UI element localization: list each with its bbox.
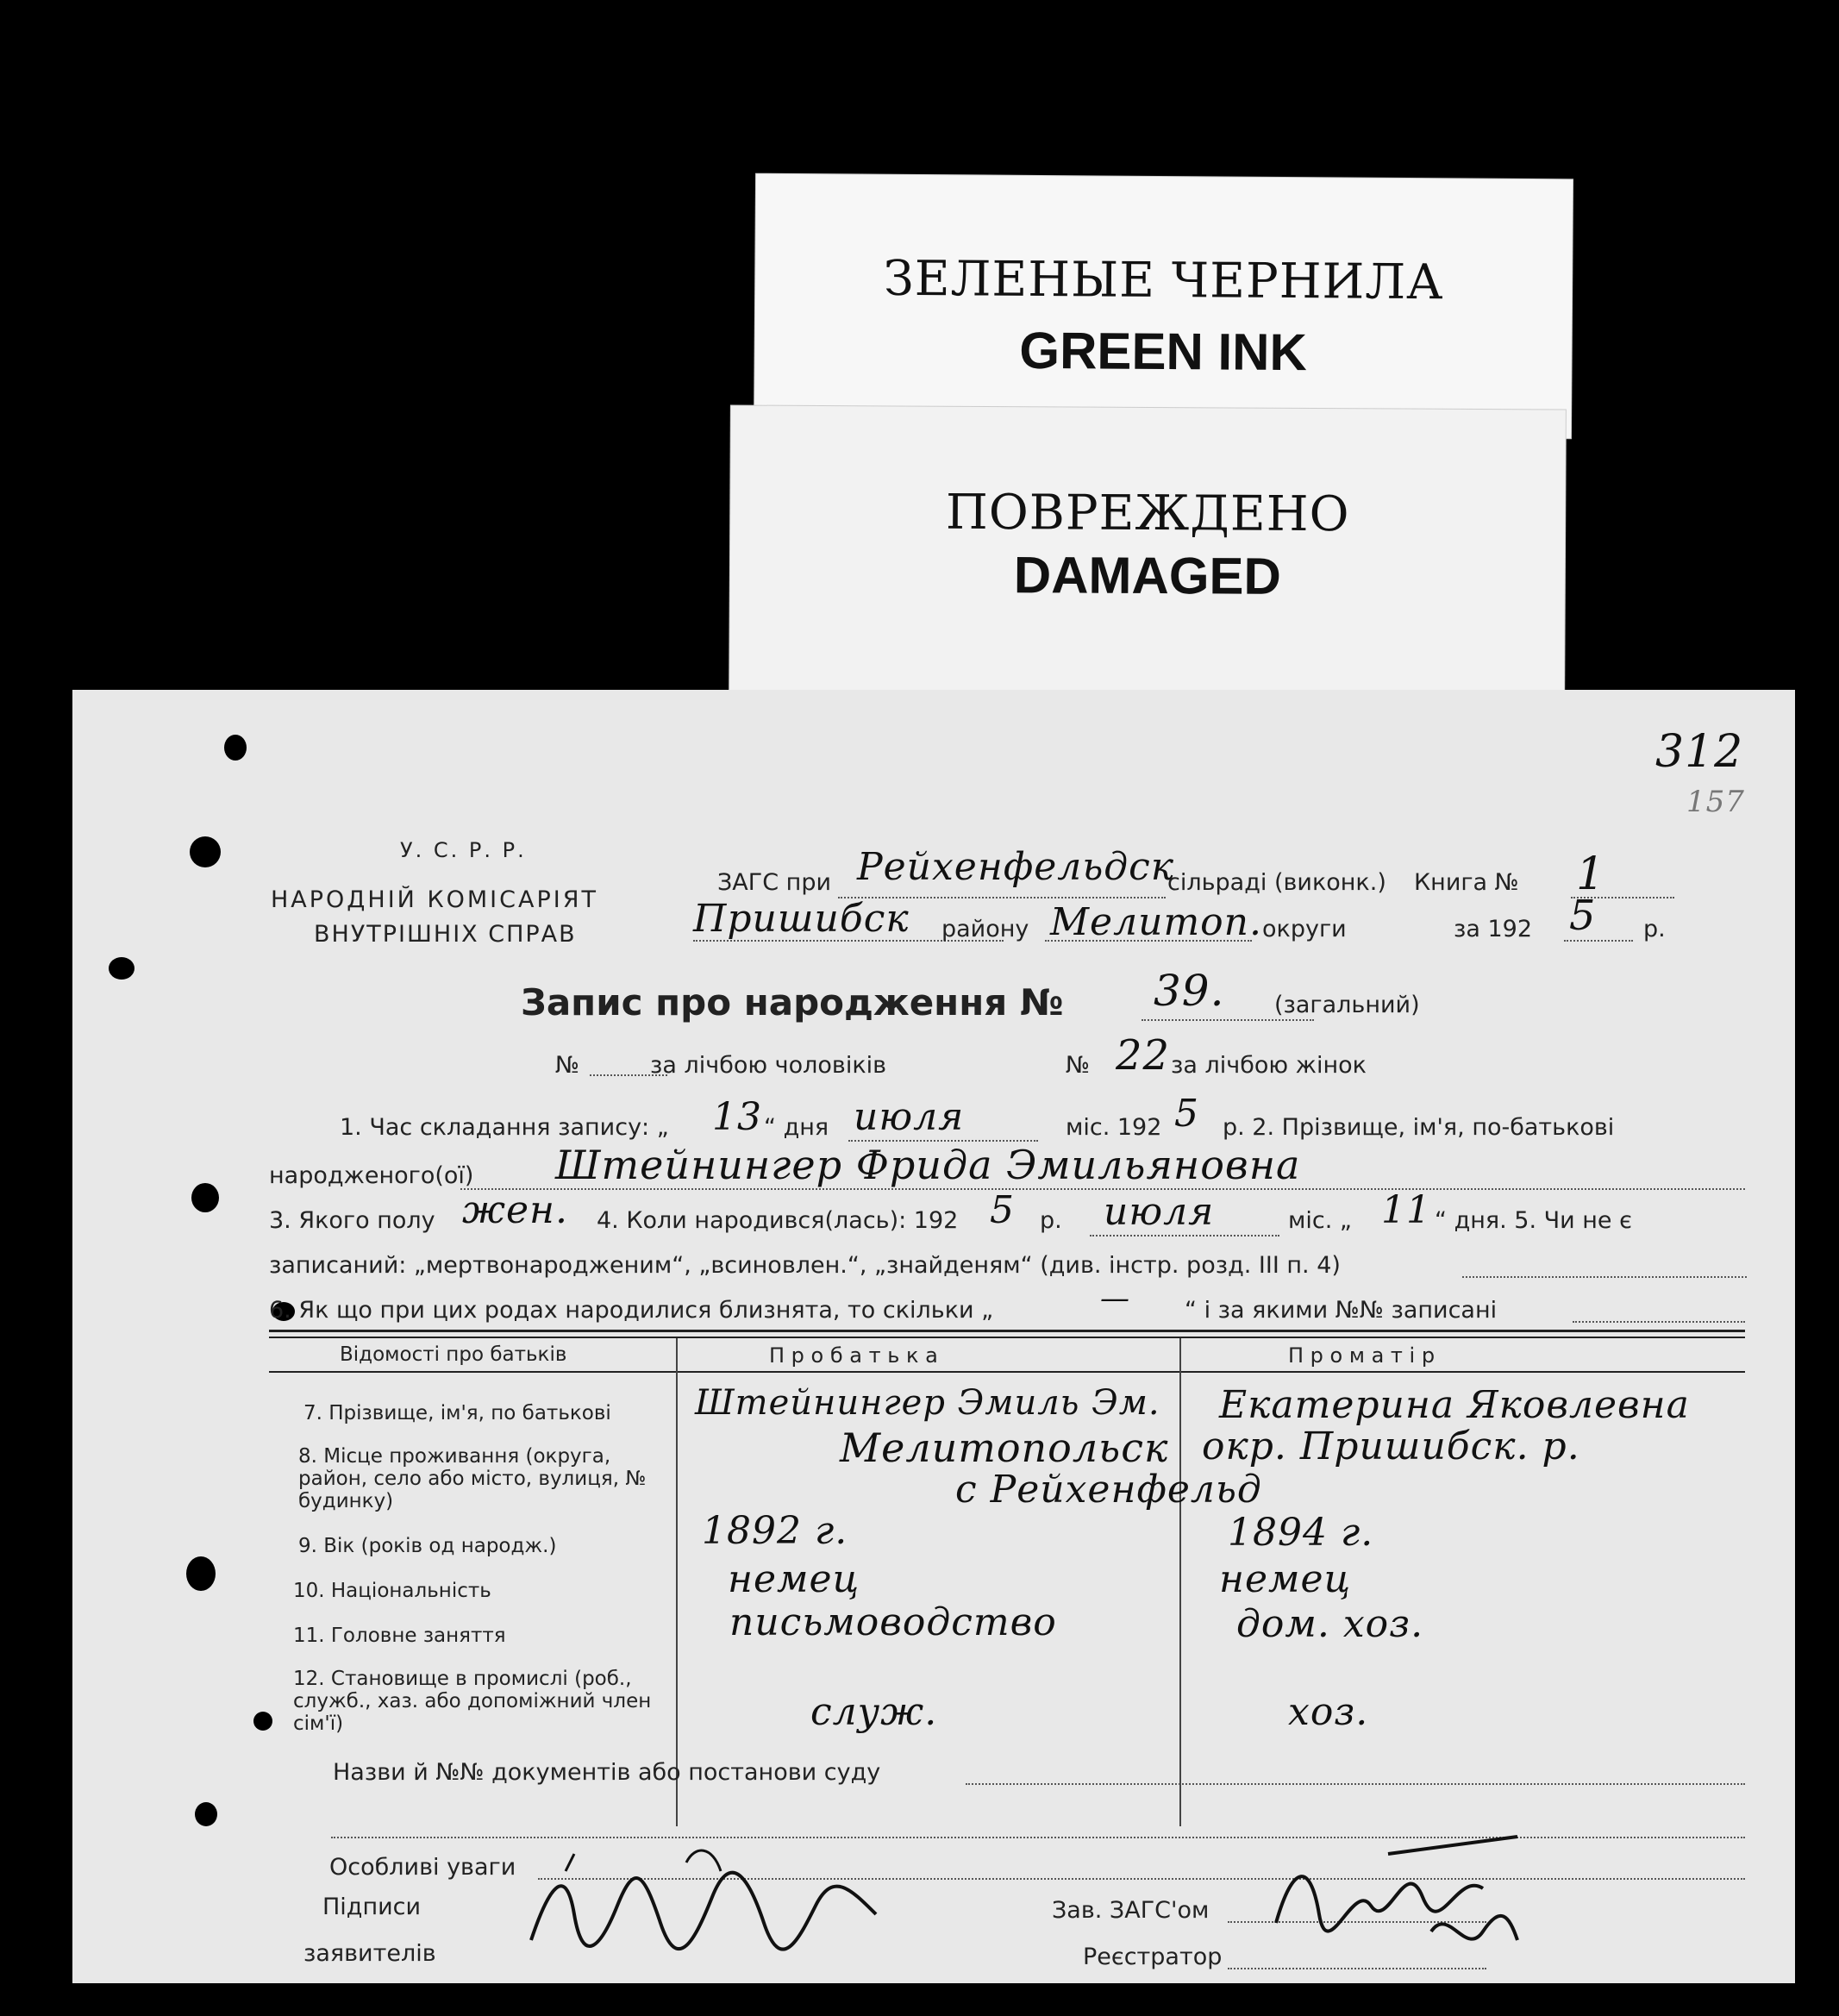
- zags-label: ЗАГС при: [717, 869, 832, 896]
- twins-value: —: [1100, 1281, 1130, 1316]
- record-title-suffix: (загальний): [1274, 992, 1420, 1018]
- green-ink-label-ru: ЗЕЛЕНЫЕ ЧЕРНИЛА: [883, 250, 1444, 311]
- born-day: 11: [1381, 1188, 1431, 1232]
- table-header-mother: П р о м а т і р: [1288, 1343, 1436, 1368]
- mother-age: 1894 г.: [1228, 1511, 1374, 1555]
- okrug-value: Мелитоп.: [1050, 900, 1262, 944]
- table-header-father: П р о б а т ь к а: [769, 1343, 938, 1368]
- table-header-info: Відомості про батьків: [340, 1343, 567, 1366]
- year-suffix: р.: [1643, 916, 1666, 942]
- born-r: р.: [1040, 1207, 1062, 1234]
- page-number-old: 157: [1686, 785, 1745, 819]
- punch-hole: [109, 957, 134, 980]
- table-row-label-residence: 8. Місце проживання (округа, район, село або місто, вулиця, № будинку): [298, 1445, 647, 1512]
- mother-position: хоз.: [1288, 1690, 1369, 1734]
- line4-text: записаний: „мертвонародженим“, „всиновлен.“, „знайденям“ (див. інстр. розд. III п. 4): [269, 1252, 1341, 1279]
- line5-text: 6. Як що при цих родах народилися близнята, то скільки „: [269, 1297, 994, 1324]
- born-month: июля: [1104, 1190, 1215, 1234]
- male-count-label: за лічбою чоловіків: [650, 1052, 887, 1079]
- female-count-label: за лічбою жінок: [1171, 1052, 1367, 1079]
- punch-hole: [253, 1712, 272, 1731]
- damaged-label-card: [729, 405, 1566, 703]
- father-occupation: письмоводство: [729, 1600, 1057, 1644]
- mother-occupation: дом. хоз.: [1236, 1602, 1424, 1646]
- punch-hole: [195, 1802, 217, 1826]
- line1-day: 13: [712, 1095, 762, 1139]
- mother-residence: окр. Пришибск. р.: [1202, 1424, 1580, 1468]
- father-age: 1892 г.: [702, 1509, 848, 1553]
- council-label: сільраді (виконк.): [1167, 869, 1386, 896]
- signatures-label-1: Підписи: [322, 1894, 422, 1920]
- mother-name: Екатерина Яковлевна: [1219, 1383, 1690, 1427]
- father-residence: Мелитопольск: [840, 1424, 1169, 1471]
- year-value: 5: [1569, 892, 1597, 940]
- line1-day-label: “ дня: [764, 1114, 829, 1141]
- notes-label: Особливі уваги: [329, 1854, 516, 1881]
- mother-nationality: немец: [1219, 1557, 1352, 1601]
- born-year: 5: [990, 1188, 1015, 1232]
- page-number: 312: [1655, 726, 1744, 778]
- sex-label: 3. Якого полу: [269, 1207, 435, 1234]
- record-number: 39.: [1154, 966, 1225, 1016]
- okrug-label: округи: [1262, 916, 1347, 942]
- father-nationality: немец: [728, 1557, 860, 1601]
- born-label: 4. Коли народився(лась): 192: [597, 1207, 959, 1234]
- female-no-value: 22: [1116, 1031, 1171, 1080]
- female-no-label: №: [1066, 1052, 1091, 1079]
- born-month-label: міс. „: [1288, 1207, 1352, 1234]
- punch-hole: [186, 1556, 216, 1591]
- line3-suffix: “ дня. 5. Чи не є: [1435, 1207, 1632, 1234]
- record-title: Запис про народження №: [521, 981, 1064, 1024]
- table-row-label-surname: 7. Прізвище, ім'я, по батькові: [303, 1402, 611, 1424]
- rayon-value: Пришибск: [693, 897, 910, 941]
- table-row-label-occupation: 11. Головне заняття: [293, 1625, 506, 1647]
- line1-suffix: р. 2. Прізвище, ім'я, по-батькові: [1223, 1114, 1615, 1141]
- sex-value: жен.: [462, 1188, 569, 1232]
- child-name: Штейнингер Фрида Эмильяновна: [555, 1142, 1301, 1188]
- signatures-label-2: заявителів: [303, 1940, 436, 1967]
- damaged-label-en: DAMAGED: [1013, 546, 1282, 605]
- line1-prefix: 1. Час складання запису: „: [340, 1114, 669, 1141]
- ussr-label: У. С. Р. Р.: [400, 838, 527, 862]
- applicant-signature: [514, 1837, 910, 1966]
- punch-hole: [224, 735, 247, 761]
- book-label: Книга №: [1414, 869, 1519, 896]
- line1-month-label: міс. 192: [1066, 1114, 1162, 1141]
- documents-label: Назви й №№ документів або постанови суду: [333, 1759, 881, 1786]
- line1-year: 5: [1174, 1092, 1199, 1136]
- rayon-label: району: [941, 916, 1029, 942]
- green-ink-label-card: [754, 174, 1573, 439]
- table-row-label-nationality: 10. Національність: [293, 1580, 491, 1602]
- punch-hole: [190, 836, 221, 867]
- green-ink-label-en: GREEN INK: [1019, 321, 1308, 382]
- year-label: за 192: [1454, 916, 1533, 942]
- father-position: служ.: [810, 1690, 938, 1734]
- line5-suffix: “ і за якими №№ записані: [1185, 1297, 1498, 1324]
- punch-hole: [191, 1183, 219, 1212]
- line2-prefix: народженого(ої): [269, 1162, 474, 1189]
- table-row-label-age: 9. Вік (років од народж.): [298, 1535, 557, 1557]
- table-row-label-position: 12. Становище в промислі (роб., служб., хаз. або допоміжний член сім'ї): [293, 1668, 652, 1735]
- registrar-label: Реєстратор: [1083, 1944, 1223, 1970]
- line1-month: июля: [854, 1095, 965, 1139]
- zags-value: Рейхенфельдск: [857, 845, 1175, 889]
- father-name: Штейнингер Эмиль Эм.: [695, 1383, 1160, 1423]
- ministry-line-2: ВНУТРІШНІХ СПРАВ: [314, 921, 577, 948]
- head-signature: [1259, 1828, 1535, 1983]
- birth-record-form: [72, 690, 1795, 1983]
- ministry-line-1: НАРОДНІЙ КОМІСАРІЯТ: [271, 886, 598, 913]
- book-value: 1: [1576, 848, 1606, 900]
- father-residence-village: с Рейхенфельд: [955, 1468, 1262, 1512]
- male-no-label: №: [555, 1052, 580, 1079]
- head-label: Зав. ЗАГС'ом: [1052, 1897, 1210, 1924]
- damaged-label-ru: ПОВРЕЖДЕНО: [945, 484, 1350, 543]
